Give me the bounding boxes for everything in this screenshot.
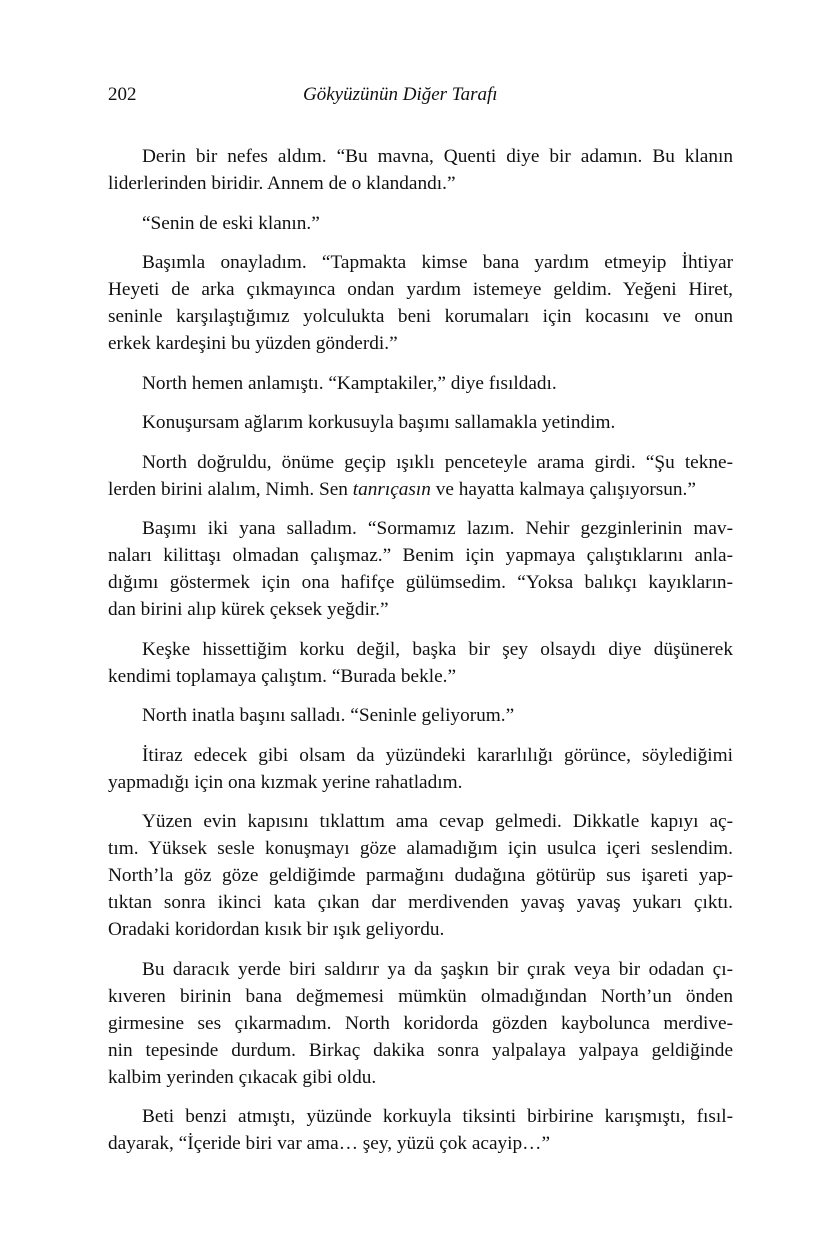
running-title: Gökyüzünün Diğer Tarafı: [303, 84, 498, 105]
text-line: seninle karşılaştığımız yolculukta beni korumaları için kocasını ve onun: [108, 306, 733, 327]
text-line: “Senin de eski klanın.”: [142, 212, 320, 234]
paragraph: [108, 515, 733, 623]
text-line: North inatla başını salladı. “Seninle geliyorum.”: [142, 705, 515, 726]
text-segment: ve hayatta kalmaya çalışıyorsun.”: [430, 478, 696, 500]
paragraph: [108, 702, 733, 729]
text-line: Konuşursam ağlarım korkusuyla başımı sallamakla yetindim.: [142, 412, 616, 433]
text-line: tıktan sonra ikinci kata çıkan dar merdivenden yavaş yavaş yukarı çıktı.: [108, 892, 733, 913]
text-line: kendimi toplamaya çalıştım. “Burada bekle.”: [108, 665, 457, 687]
text-line: kıveren birinin bana değmemesi mümkün olmadığından North’un önden: [108, 985, 733, 1007]
page-number: 202: [108, 84, 137, 105]
text-line: tım. Yüksek sesle konuşmayı göze alamadığım için usulca içeri seslendim.: [108, 838, 733, 859]
paragraph: [108, 409, 733, 436]
text-line: Bu daracık yerde biri saldırır ya da şaşkın bir çırak veya bir odadan çı-: [142, 958, 733, 980]
text-line: erkek kardeşini bu yüzden gönderdi.”: [108, 333, 398, 354]
paragraph: [108, 1103, 733, 1157]
text-line: Oradaki koridordan kısık bir ışık geliyordu.: [108, 919, 445, 940]
text-line: kalbim yerinden çıkacak gibi oldu.: [108, 1066, 377, 1088]
text-line: Heyeti de arka çıkmayınca ondan yardım istemeye geldim. Yeğeni Hiret,: [108, 279, 733, 300]
text-line: dığımı göstermek için ona hafifçe gülümsedim. “Yoksa balıkçı kayıkların-: [108, 572, 733, 593]
text-line: liderlerinden biridir. Annem de o klandandı.”: [108, 173, 456, 194]
text-line: Keşke hissettiğim korku değil, başka bir şey olsaydı diye düşünerek: [142, 638, 733, 660]
paragraph: [108, 210, 733, 237]
text-line: naları kilittaşı olmadan çalışmaz.” Benim için yapmaya çalıştıklarını anla-: [108, 545, 733, 566]
text-line: Beti benzi atmıştı, yüzünde korkuyla tiksinti birbirine karışmıştı, fısıl-: [142, 1106, 733, 1127]
paragraph: [108, 249, 733, 357]
text-line: [108, 476, 733, 503]
text-line: girmesine ses çıkarmadım. North koridorda gözden kaybolunca merdive-: [108, 1012, 733, 1034]
text-line: yapmadığı için ona kızmak yerine rahatladım.: [108, 771, 463, 793]
paragraph: [108, 370, 733, 397]
text-line: dan birini alıp kürek çeksek yeğdir.”: [108, 599, 389, 620]
page-header: [108, 84, 733, 110]
text-line: Yüzen evin kapısını tıklattım ama cevap gelmedi. Dikkatle kapıyı aç-: [142, 811, 733, 832]
text-line: Başımı iki yana salladım. “Sormamız lazım. Nehir gezginlerinin mav-: [142, 518, 733, 539]
text-line: North’la göz göze geldiğimde parmağını dudağına götürüp sus işareti yap-: [108, 865, 733, 886]
text-segment: lerden birini alalım, Nimh. Sen: [108, 478, 353, 500]
paragraph: [108, 143, 733, 197]
text-line: nin tepesinde durdum. Birkaç dakika sonra yalpalaya yalpaya geldiğinde: [108, 1039, 733, 1061]
paragraph: [108, 636, 733, 690]
text-line: North doğruldu, önüme geçip ışıklı penceteyle arama girdi. “Şu tekne-: [142, 451, 733, 473]
italic-word: tanrıçasın: [352, 478, 431, 500]
paragraph: [108, 956, 733, 1091]
paragraph: [108, 449, 733, 503]
text-line: dayarak, “İçeride biri var ama… şey, yüzü çok acayip…”: [108, 1133, 550, 1154]
text-line: İtiraz edecek gibi olsam da yüzündeki kararlılığı görünce, söylediğimi: [142, 744, 733, 766]
paragraph: [108, 808, 733, 943]
paragraph: [108, 742, 733, 796]
page-body-text: [108, 143, 733, 1170]
text-line: Derin bir nefes aldım. “Bu mavna, Quenti diye bir adamın. Bu klanın: [142, 146, 733, 167]
text-line: Başımla onayladım. “Tapmakta kimse bana yardım etmeyip İhtiyar: [142, 252, 733, 273]
text-line: North hemen anlamıştı. “Kamptakiler,” diye fısıldadı.: [142, 372, 557, 394]
